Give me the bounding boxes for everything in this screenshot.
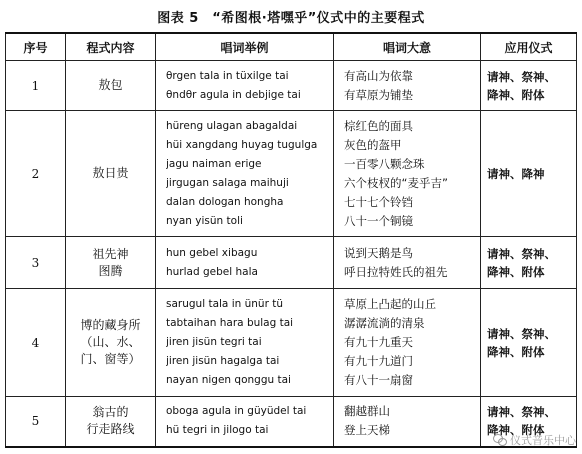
cell-lyrics xyxy=(156,111,334,237)
cell-no: 4 xyxy=(6,289,66,397)
cell-meaning-line: 翻越群山 xyxy=(344,404,390,419)
table-title: 图表 5 “希图根·塔嘿乎”仪式中的主要程式 xyxy=(157,11,425,26)
cell-meaning-line: 潺潺流淌的清泉 xyxy=(344,316,425,330)
cell-lyrics-line: θrgen tala in tüxilge tai xyxy=(166,69,289,82)
cell-lyrics-line: sarugul tala in ünür tü xyxy=(166,298,283,310)
cell-lyrics-line: dalan dologan hongha xyxy=(166,195,284,208)
header-lyrics: 唱词举例 xyxy=(156,33,334,61)
cell-meaning-line: 有草原为铺垫 xyxy=(344,87,413,102)
cell-ritual-line: 降神、附体 xyxy=(487,423,545,438)
cell-meaning-line: 灰色的盔甲 xyxy=(344,137,402,152)
cell-ritual-line: 请神、降神 xyxy=(487,166,545,181)
cell-content-line: 翁古的 xyxy=(92,405,129,420)
cell-meaning-line: 有八十一扇窗 xyxy=(344,373,413,387)
cell-ritual-line: 请神、祭神、 xyxy=(487,246,556,261)
cell-no: 5 xyxy=(6,397,66,447)
table-row xyxy=(6,289,577,397)
cell-lyrics-line: oboga agula in güyüdel tai xyxy=(166,405,307,418)
cell-meaning-line: 草原上凸起的山丘 xyxy=(344,297,436,311)
cell-lyrics xyxy=(156,237,334,289)
cell-lyrics xyxy=(156,289,334,397)
cell-no: 1 xyxy=(6,61,66,111)
cell-meaning-line: 棕红色的面具 xyxy=(344,118,413,133)
cell-lyrics-line: tabtaihan hara bulag tai xyxy=(166,317,294,329)
cell-ritual xyxy=(481,61,577,111)
cell-lyrics-line: jagu naiman erige xyxy=(166,157,262,170)
cell-lyrics xyxy=(156,61,334,111)
cell-ritual-line: 请神、祭神、 xyxy=(487,326,556,341)
cell-meaning-line: 呼日拉特姓氏的祖先 xyxy=(344,264,448,279)
cell-no: 2 xyxy=(6,111,66,237)
cell-content-line: 行走路线 xyxy=(86,422,135,437)
cell-meaning xyxy=(334,61,481,111)
cell-lyrics-line: nayan nigen qonggu tai xyxy=(166,374,291,386)
table-row xyxy=(6,237,577,289)
cell-content xyxy=(66,397,156,447)
cell-ritual xyxy=(481,111,577,237)
cell-lyrics-line: hü tegri in jilogo tai xyxy=(166,424,269,437)
cell-lyrics-line: hurlad gebel hala xyxy=(166,265,258,278)
cell-meaning-line: 说到天鹅是鸟 xyxy=(344,245,413,260)
cell-meaning-line: 有高山为依靠 xyxy=(344,68,413,83)
cell-lyrics-line: hüreng ulagan abagaldai xyxy=(166,119,298,132)
cell-ritual-line: 请神、祭神、 xyxy=(487,405,556,420)
cell-lyrics-line: jiren jisün tegri tai xyxy=(166,336,262,348)
header-content: 程式内容 xyxy=(66,33,156,61)
cell-lyrics-line: θndθr agula in debjige tai xyxy=(166,88,301,101)
header-row xyxy=(6,33,577,61)
watermark-text: 仪式音乐中心 xyxy=(510,434,576,447)
cell-meaning-line: 七十七个铃铛 xyxy=(344,194,413,209)
cell-meaning-line: 一百零八颗念珠 xyxy=(344,156,425,171)
table-row xyxy=(6,111,577,237)
header-meaning: 唱词大意 xyxy=(334,33,481,61)
cell-content-line: 图腾 xyxy=(98,263,123,278)
cell-ritual xyxy=(481,289,577,397)
cell-lyrics-line: hüi xangdang huyag tugulga xyxy=(166,138,318,151)
cell-content-line: 祖先神 xyxy=(92,246,129,261)
cell-content-line: 门、窗等） xyxy=(80,352,141,366)
cell-content xyxy=(66,237,156,289)
cell-lyrics-line: jiren jisün hagalga tai xyxy=(166,355,280,367)
cell-meaning-line: 八十一个铜镜 xyxy=(344,213,413,228)
cell-content-line: 敖日贵 xyxy=(92,166,129,180)
cell-meaning xyxy=(334,289,481,397)
cell-content xyxy=(66,111,156,237)
cell-meaning-line: 有九十九道门 xyxy=(344,354,413,368)
header-no: 序号 xyxy=(6,33,66,61)
cell-meaning xyxy=(334,237,481,289)
watermark xyxy=(493,432,576,448)
cell-lyrics-line: nyan yisün toli xyxy=(166,214,243,227)
cell-no: 3 xyxy=(6,237,66,289)
cell-ritual-line: 请神、祭神、 xyxy=(487,69,556,84)
table-row xyxy=(6,397,577,447)
cell-content xyxy=(66,61,156,111)
cell-content xyxy=(66,289,156,397)
cell-ritual xyxy=(481,237,577,289)
cell-ritual-line: 降神、附体 xyxy=(487,344,545,359)
table-row xyxy=(6,61,577,111)
ritual-formula-table xyxy=(5,32,577,448)
cell-lyrics-line: hun gebel xibagu xyxy=(166,246,258,259)
cell-meaning-line: 登上天梯 xyxy=(344,423,390,438)
cell-meaning-line: 有九十九重天 xyxy=(344,335,413,349)
cell-meaning xyxy=(334,397,481,447)
cell-lyrics-line: jirgugan salaga maihuji xyxy=(166,176,289,189)
cell-meaning-line: 六个枝杈的“麦乎吉” xyxy=(344,175,448,190)
cell-content-line: （山、水、 xyxy=(80,335,141,349)
cell-lyrics xyxy=(156,397,334,447)
cell-ritual-line: 降神、附体 xyxy=(487,87,545,102)
cell-meaning xyxy=(334,111,481,237)
cell-content-line: 敖包 xyxy=(98,78,123,92)
header-ritual: 应用仪式 xyxy=(481,33,577,61)
wechat-icon xyxy=(493,434,507,446)
cell-ritual-line: 降神、附体 xyxy=(487,264,545,279)
cell-content-line: 博的藏身所 xyxy=(80,318,141,332)
